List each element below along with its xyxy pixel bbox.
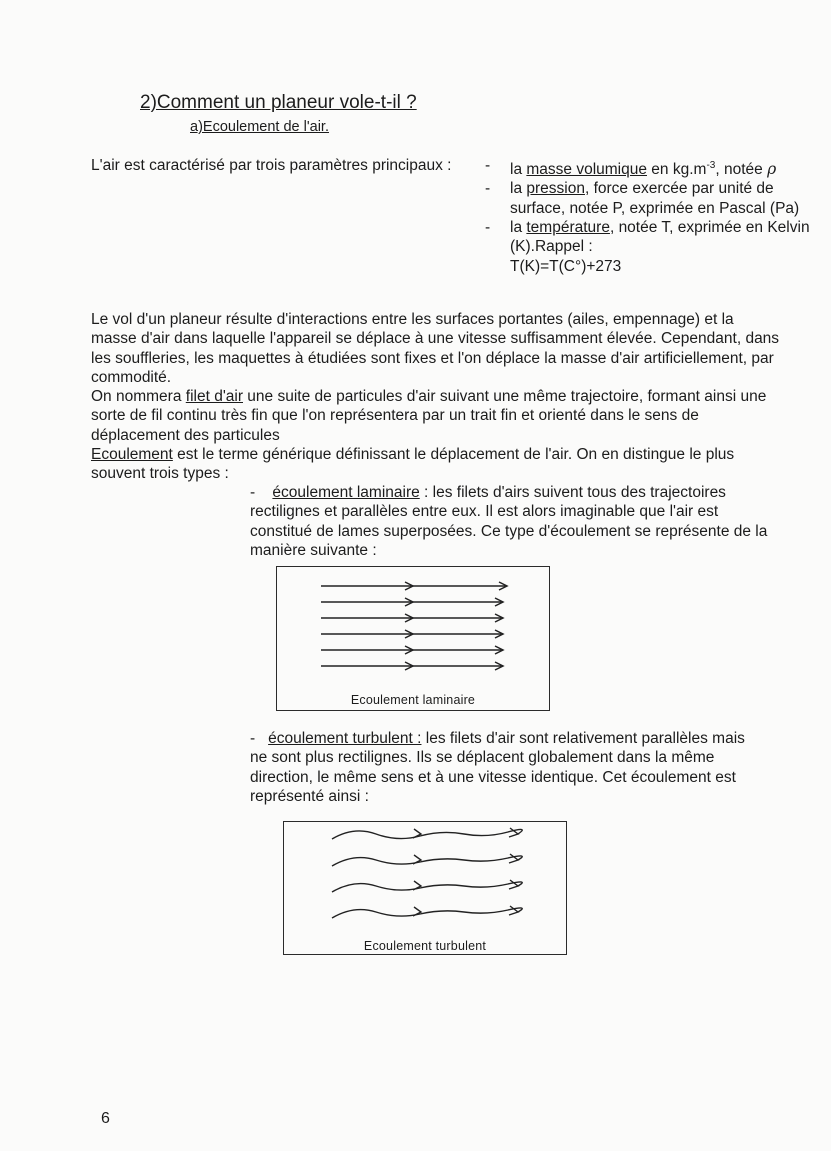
turbulent-description: les filets d'air sont relativement parallèles mais ne sont plus rectilignes. Ils se déplacent globalement dans la même direction, le même sens et à une vitesse identique. Cet écoulement est représenté ainsi : [250,730,745,805]
laminar-streamline [321,630,503,638]
turbulent-streamline [332,906,522,918]
paragraph-airstream [91,387,781,445]
laminar-flow-figure [276,566,550,711]
param-term: masse volumique [526,161,647,179]
laminar-streamline [321,646,503,654]
bullet-turbulent [250,729,760,806]
paragraph-flight: Le vol d'un planeur résulte d'interactions entre les surfaces portantes (ailes, empennage) et la masse d'air dans laquelle l'appareil se déplace à une vitesse suffisamment élevée. Cependant, dans les souffleries, les maquettes à étudiées sont fixes et l'on déplace la masse d'air artificiellement, par commodité. [91,311,780,386]
param-term: pression [526,180,585,198]
parameter-list [485,156,815,276]
p3-after: est le terme générique définissant le déplacement de l'air. On en distingue le plus souvent trois types : [91,446,735,483]
turbulent-streamline [332,828,522,839]
section-subtitle [190,119,329,135]
page-number: 6 [101,1110,110,1127]
param-rest: , force exercée par unité de surface, notée P, exprimée en Pascal (Pa) [510,180,800,217]
bullet-dash: - [250,730,256,747]
term-filet-air: filet d'air [185,388,243,406]
section-title-text: 2)Comment un planeur vole-t-il ? [140,92,417,113]
laminar-caption: Ecoulement laminaire [350,693,476,707]
laminar-streamline [321,598,503,606]
turbulent-streamline [332,854,522,866]
param-rest: en kg.m [646,161,707,179]
param-prefix: la [510,219,527,237]
section-title [140,92,417,114]
section-subtitle-text: a)Ecoulement de l'air. [190,119,329,135]
turbulent-caption: Ecoulement turbulent [363,939,487,953]
parameter-density [485,156,815,179]
p2-before: On nommera [91,388,186,406]
param-rest2: , notée [715,161,768,179]
param-prefix: la [510,161,527,179]
laminar-description: : les filets d'airs suivent tous des trajectoires rectilignes et parallèles entre eux. Il est alors imaginable que l'air est constitué de lames superposées. Ce type d'écoulement se représente de la manière suivante : [250,484,768,559]
paragraph-flow [91,445,781,484]
term-laminar: écoulement laminaire [272,484,420,501]
body-text [91,310,781,484]
param-rest: , notée T, exprimée en Kelvin (K).Rappel : [510,219,810,256]
rho-symbol: ρ [767,160,777,179]
param-exponent: -3 [706,160,716,171]
param-term: température [526,219,610,237]
laminar-streamline [321,582,507,590]
list-dash: - [485,180,491,198]
param-prefix: la [510,180,527,198]
turbulent-streamline [332,880,522,892]
laminar-flow-diagram [277,567,549,710]
bullet-laminar [250,483,780,560]
temperature-conversion: T(K)=T(C°)+273 [510,257,622,275]
intro-lead-text: L'air est caractérisé par trois paramètres principaux : [91,157,452,174]
intro-lead [91,156,451,175]
parameter-pressure [485,179,815,218]
bullet-dash: - [250,484,256,501]
turbulent-flow-diagram [284,822,566,954]
turbulent-flow-figure [283,821,567,955]
p2-after: une suite de particules d'air suivant une même trajectoire, formant ainsi une sorte de fil continu très fin que l'on représentera par un trait fin et orienté dans le sens de déplacement des particules [91,388,767,444]
list-dash: - [485,157,491,174]
parameter-temperature [485,218,815,276]
term-ecoulement: Ecoulement [91,446,173,464]
laminar-streamline [321,614,503,622]
list-dash: - [485,219,491,237]
laminar-streamline [321,662,503,670]
term-turbulent: écoulement turbulent : [268,730,422,747]
